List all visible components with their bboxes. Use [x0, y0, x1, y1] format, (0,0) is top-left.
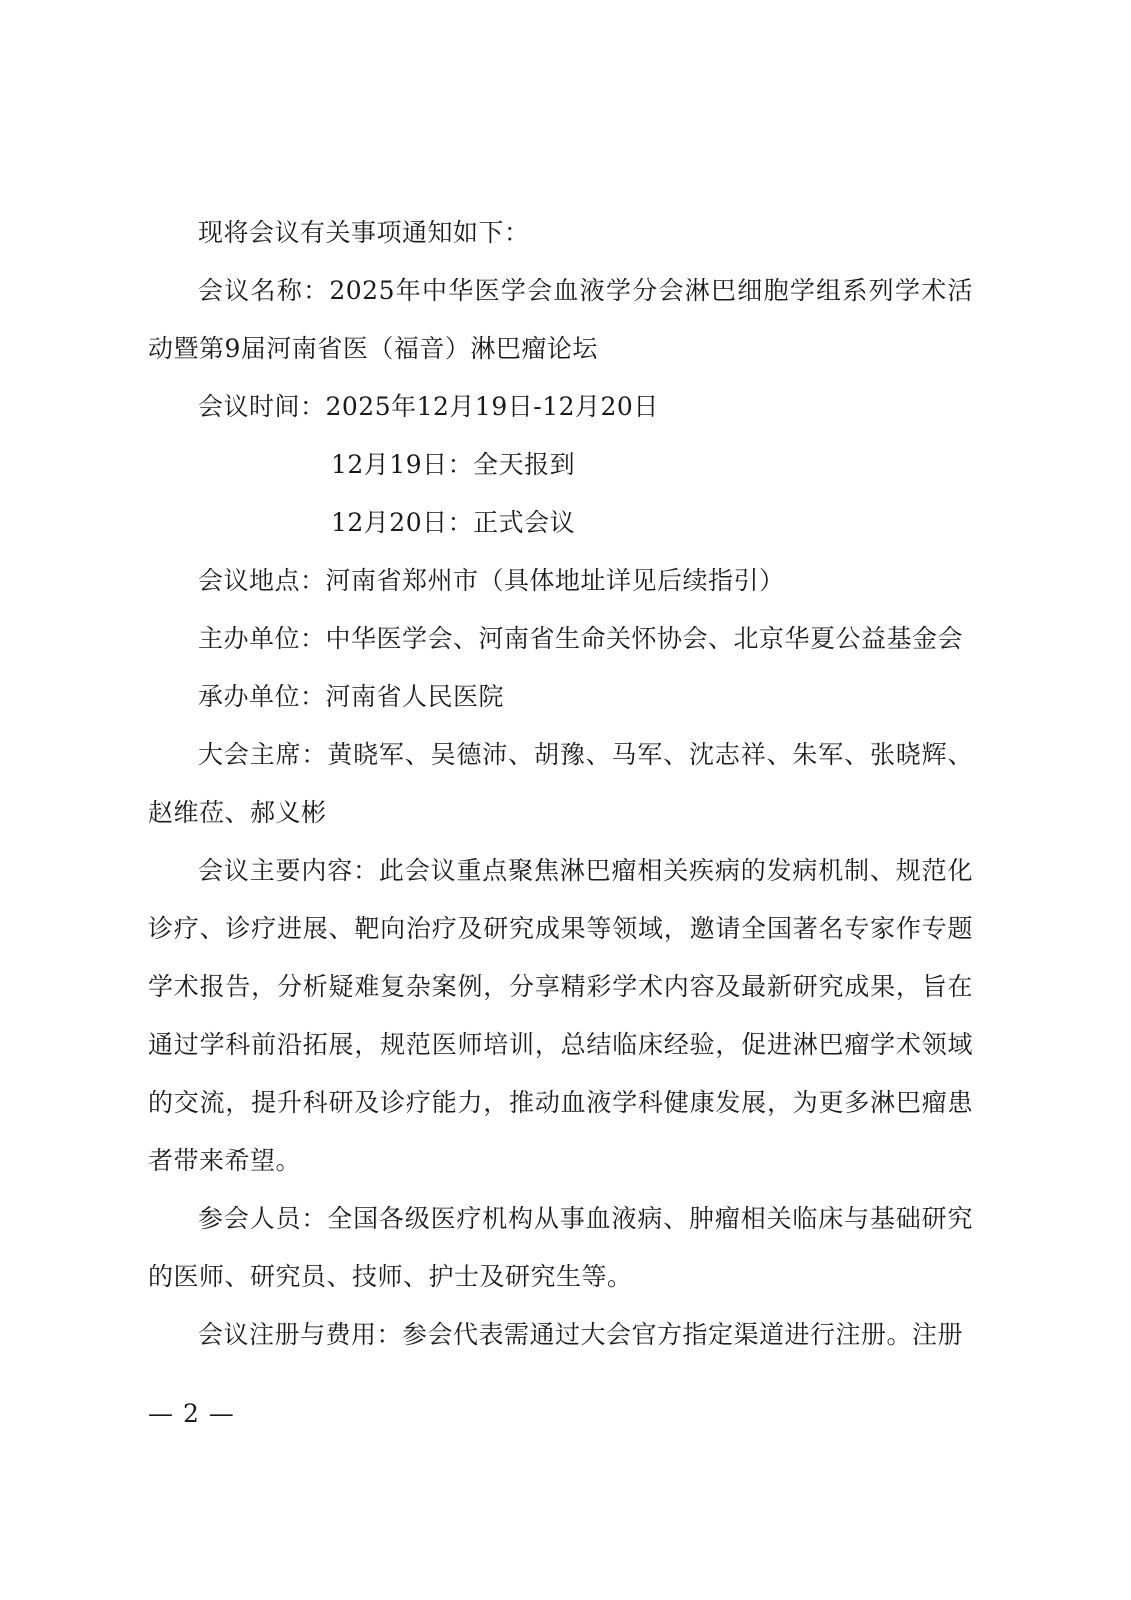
intro-paragraph: 现将会议有关事项通知如下：	[198, 218, 530, 247]
document-body	[148, 204, 973, 1364]
meeting-name-paragraph: 会议名称：2025年中华医学会血液学分会淋巴细胞学组系列学术活动暨第9届河南省医（福音）淋巴瘤论坛	[148, 276, 973, 363]
participants-paragraph: 参会人员：全国各级医疗机构从事血液病、肿瘤相关临床与基础研究的医师、研究员、技师、护士及研究生等。	[148, 1204, 973, 1291]
organizer-paragraph: 主办单位：中华医学会、河南省生命关怀协会、北京华夏公益基金会	[198, 624, 964, 653]
schedule-day-2: 12月20日：正式会议	[331, 508, 576, 537]
chairs-paragraph: 大会主席：黄晓军、吴德沛、胡豫、马军、沈志祥、朱军、张晓辉、赵维莅、郝义彬	[148, 740, 973, 827]
meeting-time-paragraph: 会议时间：2025年12月19日-12月20日	[198, 392, 659, 421]
content-paragraph: 会议主要内容：此会议重点聚焦淋巴瘤相关疾病的发病机制、规范化诊疗、诊疗进展、靶向治疗及研究成果等领域，邀请全国著名专家作专题学术报告，分析疑难复杂案例，分享精彩学术内容及最新研究成果，旨在通过学科前沿拓展，规范医师培训，总结临床经验，促进淋巴瘤学术领域的交流，提升科研及诊疗能力，推动血液学科健康发展，为更多淋巴瘤患者带来希望。	[148, 856, 973, 1175]
location-paragraph: 会议地点：河南省郑州市（具体地址详见后续指引）	[198, 566, 785, 595]
registration-paragraph: 会议注册与费用：参会代表需通过大会官方指定渠道进行注册。注册	[198, 1320, 964, 1349]
page-number: — 2 —	[148, 1399, 235, 1428]
host-paragraph: 承办单位：河南省人民医院	[198, 682, 505, 711]
schedule-day-1: 12月19日：全天报到	[331, 450, 576, 479]
